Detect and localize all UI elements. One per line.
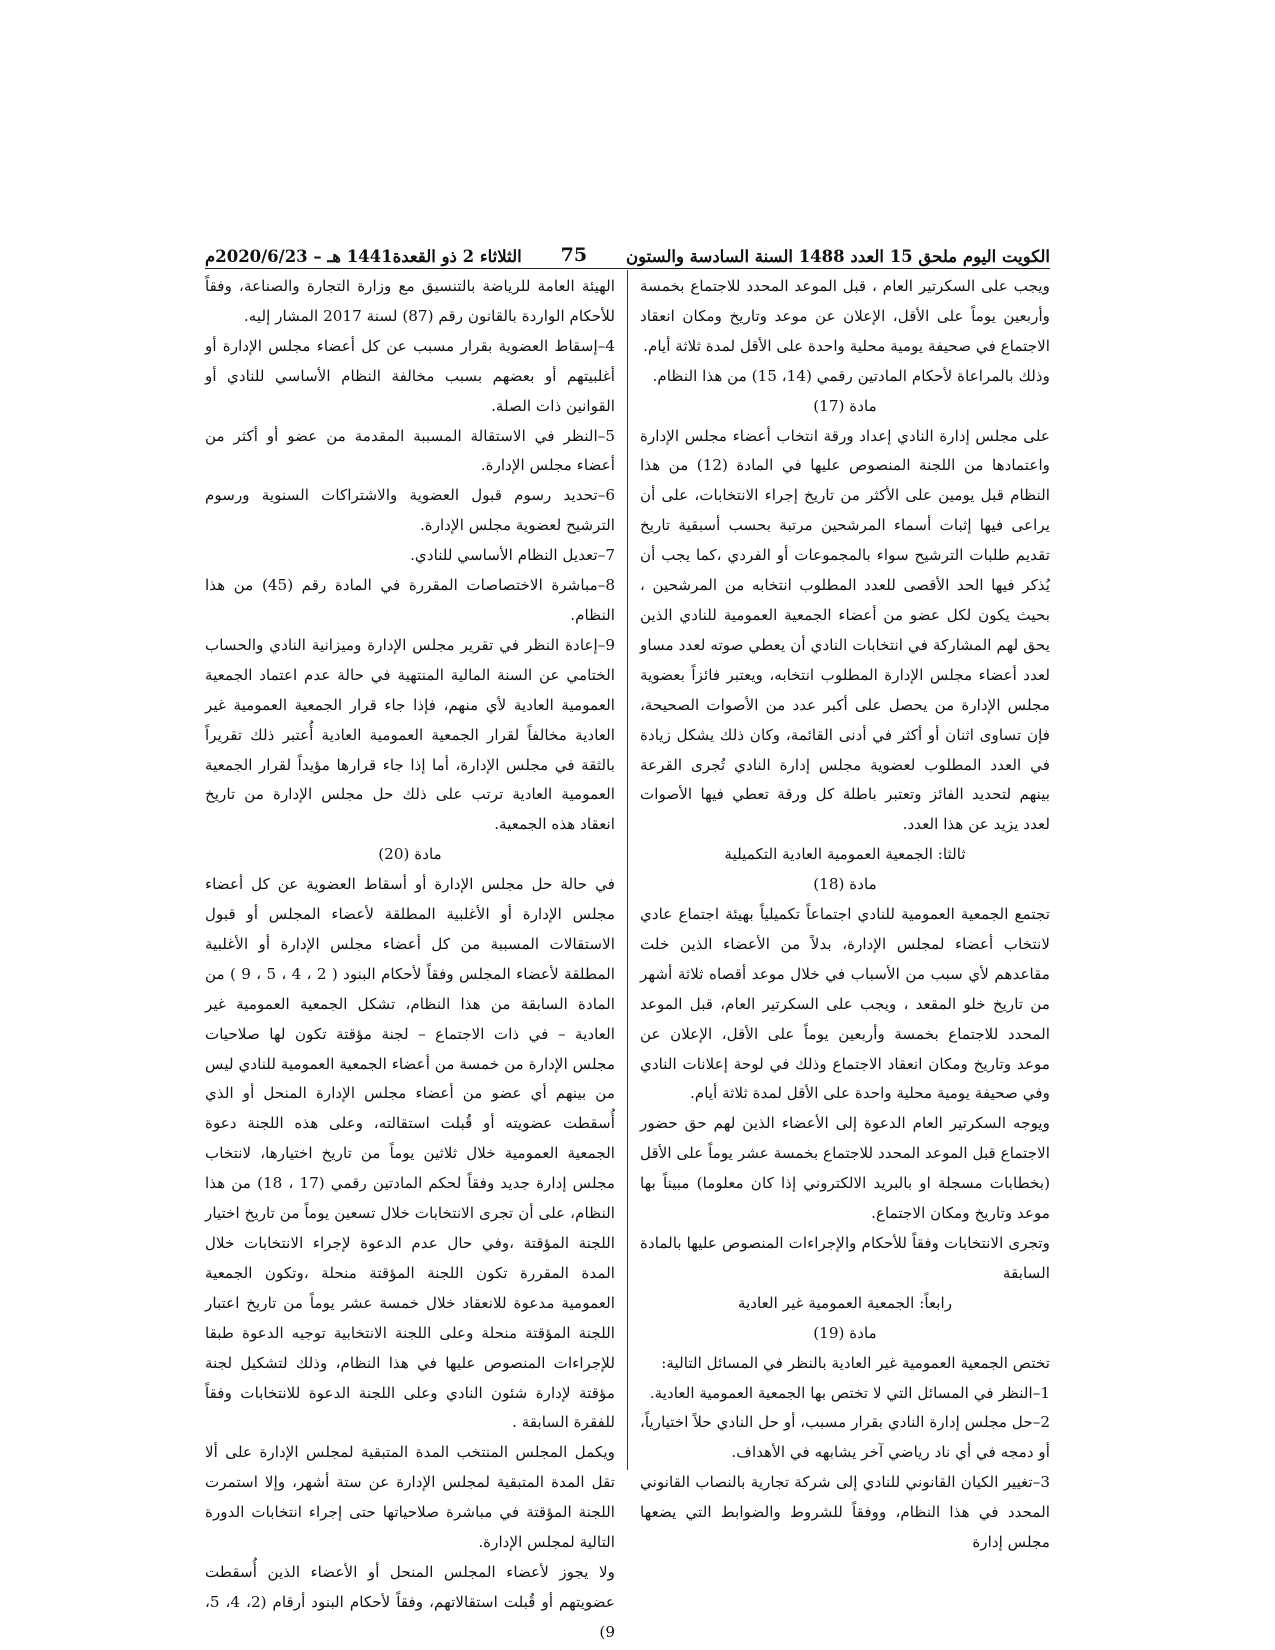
paragraph: 5–النظر في الاستقالة المسببة المقدمة من عضو أو أكثر من أعضاء مجلس الإدارة. <box>205 426 615 475</box>
paragraph: وذلك بالمراعاة لأحكام المادتين رقمي (14، 15) من هذا النظام. <box>652 366 1050 385</box>
paragraph: تجتمع الجمعية العمومية للنادي اجتماعاً تكميلياً بهيئة اجتماع عادي لانتخاب أعضاء لمجلس الإدارة، بدلاً من الأعضاء الذين خلت مقاعدهم لأي سبب من الأسباب في خلال موعد أقصاه ثلاثة أشهر من تاريخ خلو المقعد ، ويجب على السكرتير العام، قبل الموعد المحدد للاجتماع بخمسة وأربعين يوماً على الأقل، الإعلان عن موعد وتاريخ ومكان انعقاد الاجتماع وذلك في لوحة إعلانات النادي وفي صحيفة يومية محلية واحدة على الأقل لمدة ثلاثة أيام. <box>640 905 1050 1103</box>
paragraph: وتجرى الانتخابات وفقاً للأحكام والإجراءات المنصوص عليها بالمادة السابقة <box>640 1234 1050 1282</box>
section-heading: مادة (20) <box>378 845 442 864</box>
paragraph: الهيئة العامة للرياضة بالتنسيق مع وزارة التجارة والصناعة، وفقاً للأحكام الواردة بالقانون رقم (87) لسنة 2017 المشار إليه. <box>205 277 615 325</box>
section-heading: مادة (19) <box>813 1323 877 1342</box>
header-rule <box>205 268 1050 269</box>
page-number: 75 <box>560 244 588 266</box>
right-column <box>640 272 1050 1558</box>
paragraph: ويكمل المجلس المنتخب المدة المتبقية لمجلس الإدارة على ألا تقل المدة المتبقية لمجلس الإدارة عن ستة أشهر، وإلا استمرت اللجنة المؤقتة في مباشرة صلاحياتها حتى إجراء انتخابات الدورة التالية لمجلس الإدارة. <box>205 1443 615 1552</box>
paragraph: 1–النظر في المسائل التي لا تختص بها الجمعية العمومية العادية. <box>649 1383 1050 1402</box>
paragraph: 7–تعديل النظام الأساسي للنادي. <box>410 546 615 565</box>
paragraph: في حالة حل مجلس الإدارة أو أسقاط العضوية عن كل أعضاء مجلس الإدارة أو الأغلبية المطلقة لأعضاء المجلس أو قبول الاستقالات المسببة من كل أعضاء مجلس الإدارة أو الأغلبية المطلقة لأعضاء المجلس وفقاً لأحكام البنود ( 2 ، 4 ، 5 ، 9 ) من المادة السابقة من هذا النظام، تشكل الجمعية العمومية غير العادية – في ذات الاجتماع – لجنة مؤقتة تكون لها صلاحيات مجلس الإدارة من خمسة من أعضاء الجمعية العمومية للنادي ليس من بينهم أي عضو من أعضاء مجلس الإدارة المنحل أو الذي أُسقطت عضويته أو قُبلت استقالته، وعلى هذه اللجنة دعوة الجمعية العمومية خلال ثلاثين يوماً من تاريخ اختيارها، لانتخاب مجلس إدارة جديد وفقاً لحكم المادتين رقمي (17 ، 18) من هذا النظام، على أن تجرى الانتخابات خلال تسعين يوماً من تاريخ اختيار اللجنة المؤقتة ،وفي حال عدم الدعوة لإجراء الانتخابات خلال المدة المقررة تكون اللجنة المؤقتة منحلة ،وتكون الجمعية العمومية مدعوة للانعقاد خلال خمسة عشر يوماً من تاريخ اعتبار اللجنة المؤقتة منحلة وعلى اللجنة الانتخابية توجيه الدعوة طبقا للإجراءات المنصوص عليها في هذا النظام، وذلك لتشكيل لجنة مؤقتة لإدارة شئون النادي وعلى اللجنة الدعوة للانتخابات وفقاً للفقرة السابقة . <box>205 875 616 1432</box>
paragraph: تختص الجمعية العمومية غير العادية بالنظر في المسائل التالية: <box>661 1353 1050 1372</box>
paragraph: ولا يجوز لأعضاء المجلس المنحل أو الأعضاء الذين أُسقطت عضويتهم أو قُبلت استقالاتهم، وفقاً لأحكام البنود أرقام (2، 4، 5، 9) <box>205 1562 615 1641</box>
section-heading: مادة (17) <box>813 396 877 415</box>
paragraph: 8–مباشرة الاختصاصات المقررة في المادة رقم (45) من هذا النظام. <box>205 576 615 624</box>
paragraph: 4–إسقاط العضوية بقرار مسبب عن كل أعضاء مجلس الإدارة أو أغلبيتهم أو بعضهم بسبب مخالفة النظام الأساسي للنادي أو القوانين ذات الصلة. <box>205 336 615 415</box>
paragraph: 2–حل مجلس إدارة النادي بقرار مسبب، أو حل النادي حلاً اختيارياً، أو دمجه في أي ناد رياضي آخر يشابهه في الأهداف. <box>640 1413 1050 1462</box>
page-header <box>205 236 1050 266</box>
section-heading: مادة (18) <box>813 875 877 894</box>
paragraph: 3–تغيير الكيان القانوني للنادي إلى شركة تجارية بالنصاب القانوني المحدد في هذا النظام، ووفقاً للشروط والضوابط التي يضعها مجلس إدارة <box>640 1473 1050 1552</box>
header-issue-info: الكويت اليوم ملحق 15 العدد 1488 السنة السادسة والستون <box>626 247 1050 266</box>
paragraph: على مجلس إدارة النادي إعداد ورقة انتخاب أعضاء مجلس الإدارة واعتمادها من اللجنة المنصوص عليها في المادة (12) من هذا النظام قبل يومين على الأكثر من تاريخ إجراء الانتخابات، على أن يراعى فيها إثبات أسماء المرشحين مرتبة بحسب أسبقية تاريخ تقديم طلبات الترشيح سواء بالمجموعات أو الفردي ،كما يجب أن يُذكر فيها الحد الأقصى للعدد المطلوب انتخابه من المرشحين ، بحيث يكون لكل عضو من أعضاء الجمعية العمومية للنادي الذين يحق لهم المشاركة في انتخابات النادي أن يعطي صوته لعدد مساو لعدد أعضاء مجلس الإدارة المطلوب انتخابه، ويعتبر فائزاً بعضوية مجلس الإدارة من يحصل على أكبر عدد من الأصوات الصحيحة، فإن تساوى اثنان أو أكثر في أدنى القائمة، وكان ذلك يشكل زيادة في العدد المطلوب لعضوية مجلس إدارة النادي تُجرى القرعة بينهم لتحديد الفائز وتعتبر باطلة كل ورقة تعطي فيها الأصوات لعدد يزيد عن هذا العدد. <box>640 426 1050 834</box>
section-heading: رابعاً: الجمعية العمومية غير العادية <box>737 1293 953 1312</box>
left-column <box>205 272 615 1648</box>
paragraph: ويوجه السكرتير العام الدعوة إلى الأعضاء الذين لهم حق حضور الاجتماع قبل الموعد المحدد للاجتماع بخمسة عشر يوماً على الأقل (بخطابات مسجلة او بالبريد الالكتروني إذا كان معلوما) مبيناً بها موعد وتاريخ ومكان الاجتماع. <box>640 1114 1050 1223</box>
column-divider <box>627 270 628 1470</box>
header-date: الثلاثاء 2 ذو القعدة1441 هـ – 2020/6/23م <box>205 247 522 266</box>
section-heading: ثالثا: الجمعية العمومية العادية التكميلية <box>724 845 966 864</box>
paragraph: 6–تحديد رسوم قبول العضوية والاشتراكات السنوية ورسوم الترشيح لعضوية مجلس الإدارة. <box>205 486 615 535</box>
paragraph: ويجب على السكرتير العام ، قبل الموعد المحدد للاجتماع بخمسة وأربعين يوماً على الأقل، الإعلان عن موعد وتاريخ ومكان انعقاد الاجتماع في صحيفة يومية محلية واحدة على الأقل لمدة ثلاثة أيام. <box>640 277 1050 355</box>
paragraph: 9–إعادة النظر في تقرير مجلس الإدارة وميزانية النادي والحساب الختامي عن السنة المالية المنتهية في حالة عدم اعتماد الجمعية العمومية العادية لأي منهم، فإذا جاء قرار الجمعية العمومية غير العادية مخالفاً لقرار الجمعية العمومية العادية أُعتبر ذلك تقريراً بالثقة في مجلس الإدارة، أما إذا جاء قرارها مؤيداً لقرار الجمعية العمومية العادية ترتب على ذلك حل مجلس الإدارة من تاريخ انعقاد هذه الجمعية. <box>205 635 615 834</box>
